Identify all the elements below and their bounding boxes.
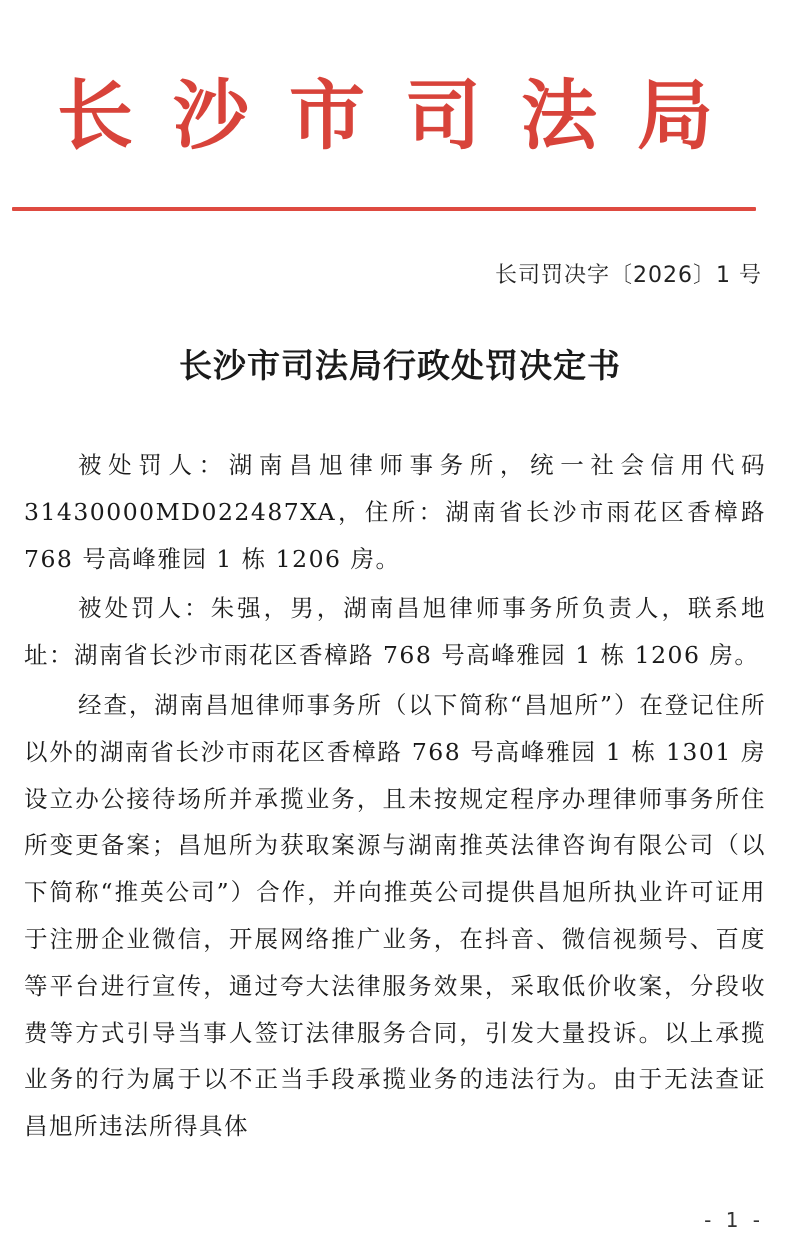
document-body (24, 442, 766, 1153)
letterhead-red-rule (12, 207, 756, 211)
page-number: - 1 - (704, 1208, 764, 1232)
paragraph-penalized-person: 被处罚人：朱强，男，湖南昌旭律师事务所负责人，联系地址：湖南省长沙市雨花区香樟路 768 号高峰雅园 1 栋 1206 房。 (24, 594, 766, 670)
paragraph-penalized-firm: 被处罚人：湖南昌旭律师事务所，统一社会信用代码 31430000MD022487XA，住所：湖南省长沙市雨花区香樟路 768 号高峰雅园 1 栋 1206 房。 (24, 451, 766, 573)
paragraph-findings: 经查，湖南昌旭律师事务所（以下简称“昌旭所”）在登记住所以外的湖南省长沙市雨花区香樟路 768 号高峰雅园 1 栋 1301 房设立办公接待场所并承揽业务，且未按规定程序办理律师事务所住所变更备案；昌旭所为获取案源与湖南推英法律咨询有限公司（以下简称“推英公司”）合作，并向推英公司提供昌旭所执业许可证用于注册企业微信，开展网络推广业务，在抖音、微信视频号、百度等平台进行宣传，通过夸大法律服务效果，采取低价收案，分段收费等方式引导当事人签订法律服务合同，引发大量投诉。以上承揽业务的行为属于以不正当手段承揽业务的违法行为。由于无法查证昌旭所违法所得具体 (24, 690, 766, 1141)
document-title: 长沙市司法局行政处罚决定书 (179, 346, 621, 385)
document-number: 长司罚决字〔2026〕1 号 (495, 263, 762, 288)
letterhead-title: 长沙市司法局 (57, 71, 753, 160)
